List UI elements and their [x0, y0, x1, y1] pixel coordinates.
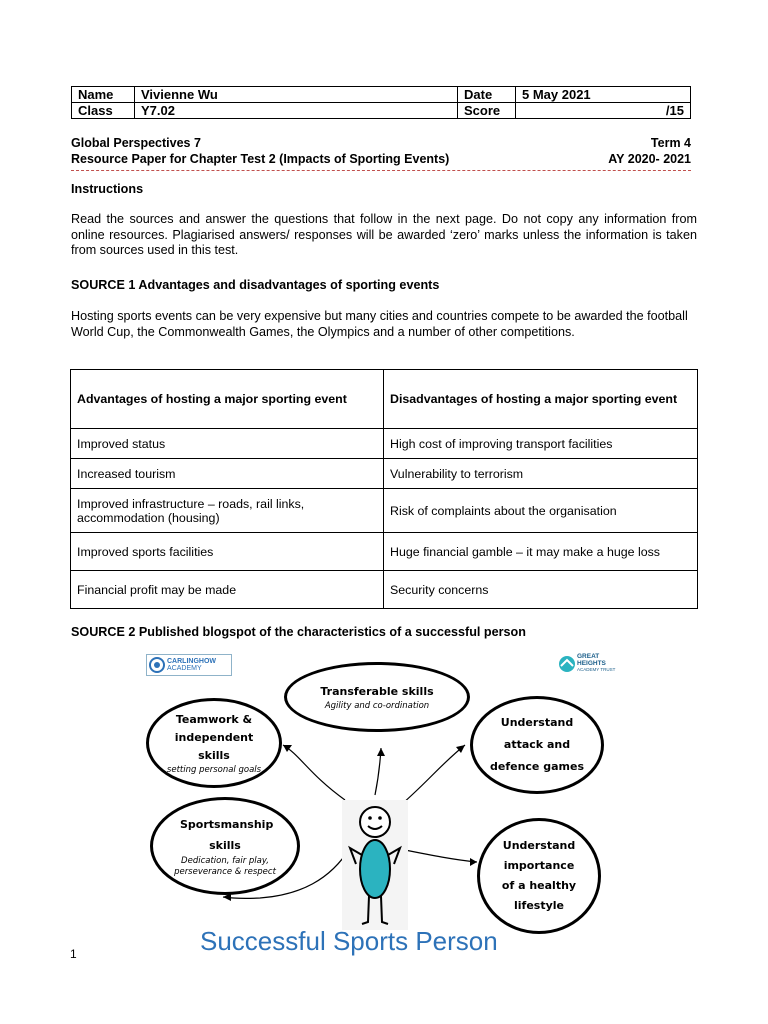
score-value: /15: [516, 103, 691, 119]
bubble-teamwork: [146, 698, 282, 788]
instructions-text: Read the sources and answer the questions that follow in the next page. Do not copy any information from online resources. Plagiarised answers/ responses will be awarded ‘zero’ marks unless the information is taken from sources used in this test.: [71, 212, 697, 257]
academic-year: AY 2020- 2021: [608, 152, 691, 166]
logo-left-line2: ACADEMY: [167, 665, 202, 672]
table-cell: Increased tourism: [71, 459, 384, 489]
bubble-subtitle: Dedication, fair play, perseverance & respect: [174, 856, 276, 877]
table-cell: Vulnerability to terrorism: [384, 459, 698, 489]
table-cell: Improved sports facilities: [71, 533, 384, 571]
score-label: Score: [458, 103, 516, 119]
source2-heading: SOURCE 2 Published blogspot of the characteristics of a successful person: [71, 625, 526, 639]
column-header-advantages: Advantages of hosting a major sporting event: [71, 370, 384, 429]
table-cell: Improved infrastructure – roads, rail links, accommodation (housing): [71, 489, 384, 533]
page-number: 1: [70, 947, 77, 961]
name-label: Name: [72, 87, 135, 103]
table-cell: Security concerns: [384, 571, 698, 609]
table-cell: Improved status: [71, 429, 384, 459]
name-value: Vivienne Wu: [135, 87, 458, 103]
bubble-attack-defence: [470, 696, 604, 794]
table-cell: Financial profit may be made: [71, 571, 384, 609]
sports-person-figure: [342, 800, 408, 930]
course-title: Global Perspectives 7: [71, 136, 201, 150]
table-cell: Risk of complaints about the organisation: [384, 489, 698, 533]
bubble-healthy-lifestyle: [477, 818, 601, 934]
table-cell: High cost of improving transport facilities: [384, 429, 698, 459]
class-label: Class: [72, 103, 135, 119]
bubble-subtitle: Agility and co-ordination: [324, 700, 430, 711]
instructions-heading: Instructions: [71, 182, 144, 196]
bubble-title: Teamwork & independent skills: [174, 712, 254, 762]
poster-title: Successful Sports Person: [200, 926, 498, 956]
bubble-sportsmanship: [150, 797, 300, 895]
logo-left-line1: CARLINGHOW: [167, 658, 216, 665]
bubble-title: Sportsmanship skills: [180, 818, 274, 852]
logo-right-line1: GREAT: [577, 653, 600, 661]
column-header-disadvantages: Disadvantages of hosting a major sporting event: [384, 370, 698, 429]
arrow-to-teamwork: [283, 745, 345, 800]
term-label: Term 4: [650, 136, 691, 150]
logo-right-line2: HEIGHTS: [577, 659, 606, 667]
bubble-title: Understand importance of a healthy lifestyle: [501, 839, 577, 912]
source1-heading: SOURCE 1 Advantages and disadvantages of sporting events: [71, 278, 440, 292]
bubble-subtitle: setting personal goals: [166, 764, 262, 775]
logo-right-line3: ACADEMY TRUST: [577, 667, 616, 673]
source1-intro: Hosting sports events can be very expensive but many cities and countries compete to be awarded the football World Cup, the Commonwealth Games, the Olympics and a number of other competitions.: [71, 309, 688, 339]
bubble-transferable-skills: [284, 662, 470, 732]
date-label: Date: [458, 87, 516, 103]
bubble-title: Understand attack and defence games: [490, 716, 584, 773]
class-value: Y7.02: [135, 103, 458, 119]
table-cell: Huge financial gamble – it may make a huge loss: [384, 533, 698, 571]
date-value: 5 May 2021: [516, 87, 691, 103]
arrow-to-lifestyle: [405, 850, 477, 862]
bubble-title: Transferable skills: [320, 684, 434, 698]
paper-title: Resource Paper for Chapter Test 2 (Impacts of Sporting Events): [71, 152, 450, 166]
